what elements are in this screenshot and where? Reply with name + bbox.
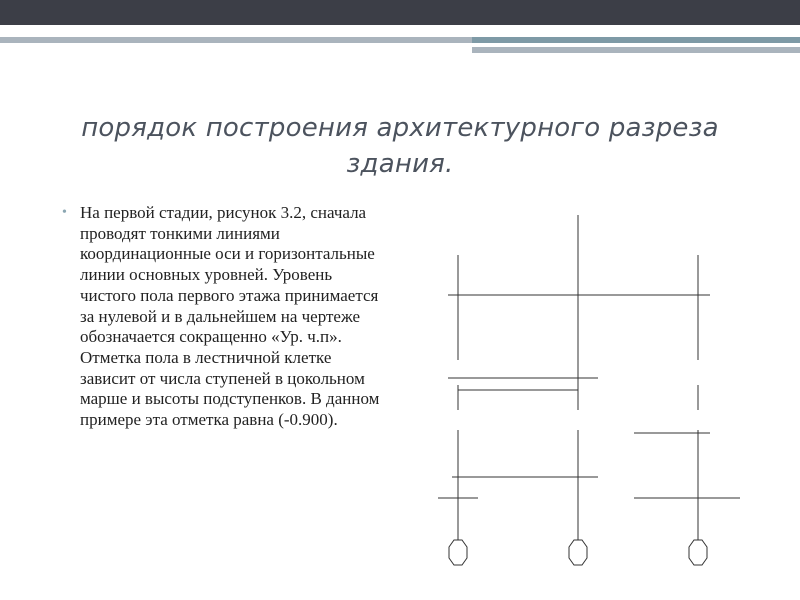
decor-strip-left <box>0 37 472 43</box>
header-band <box>0 0 800 25</box>
bullet-item <box>60 203 390 431</box>
decor-strip-right <box>472 37 800 43</box>
axis-marker-icon <box>449 540 467 565</box>
bullet-list <box>60 203 390 431</box>
slide-title: порядок построения архитектурного разреза здания. <box>81 113 719 179</box>
bullet-text: На первой стадии, рисунок 3.2, сначала проводят тонкими линиями координационные оси и горизонтальные линии основных уровней. Уровень чистого пола первого этажа принимается за нулевой и в дальнейшем на чертеже обозначается сокращенно «Ур. ч.п». Отметка пола в лестничной клетке зависит от числа ступеней в цокольном марше и высоты подступенков. В данном примере эта отметка равна (-0.900). <box>80 203 380 430</box>
decor-strip-right-lower <box>472 47 800 53</box>
bullet-dot-icon: • <box>62 205 67 220</box>
axis-marker-icon <box>569 540 587 565</box>
section-drawing <box>420 200 760 580</box>
axis-marker-icon <box>689 540 707 565</box>
